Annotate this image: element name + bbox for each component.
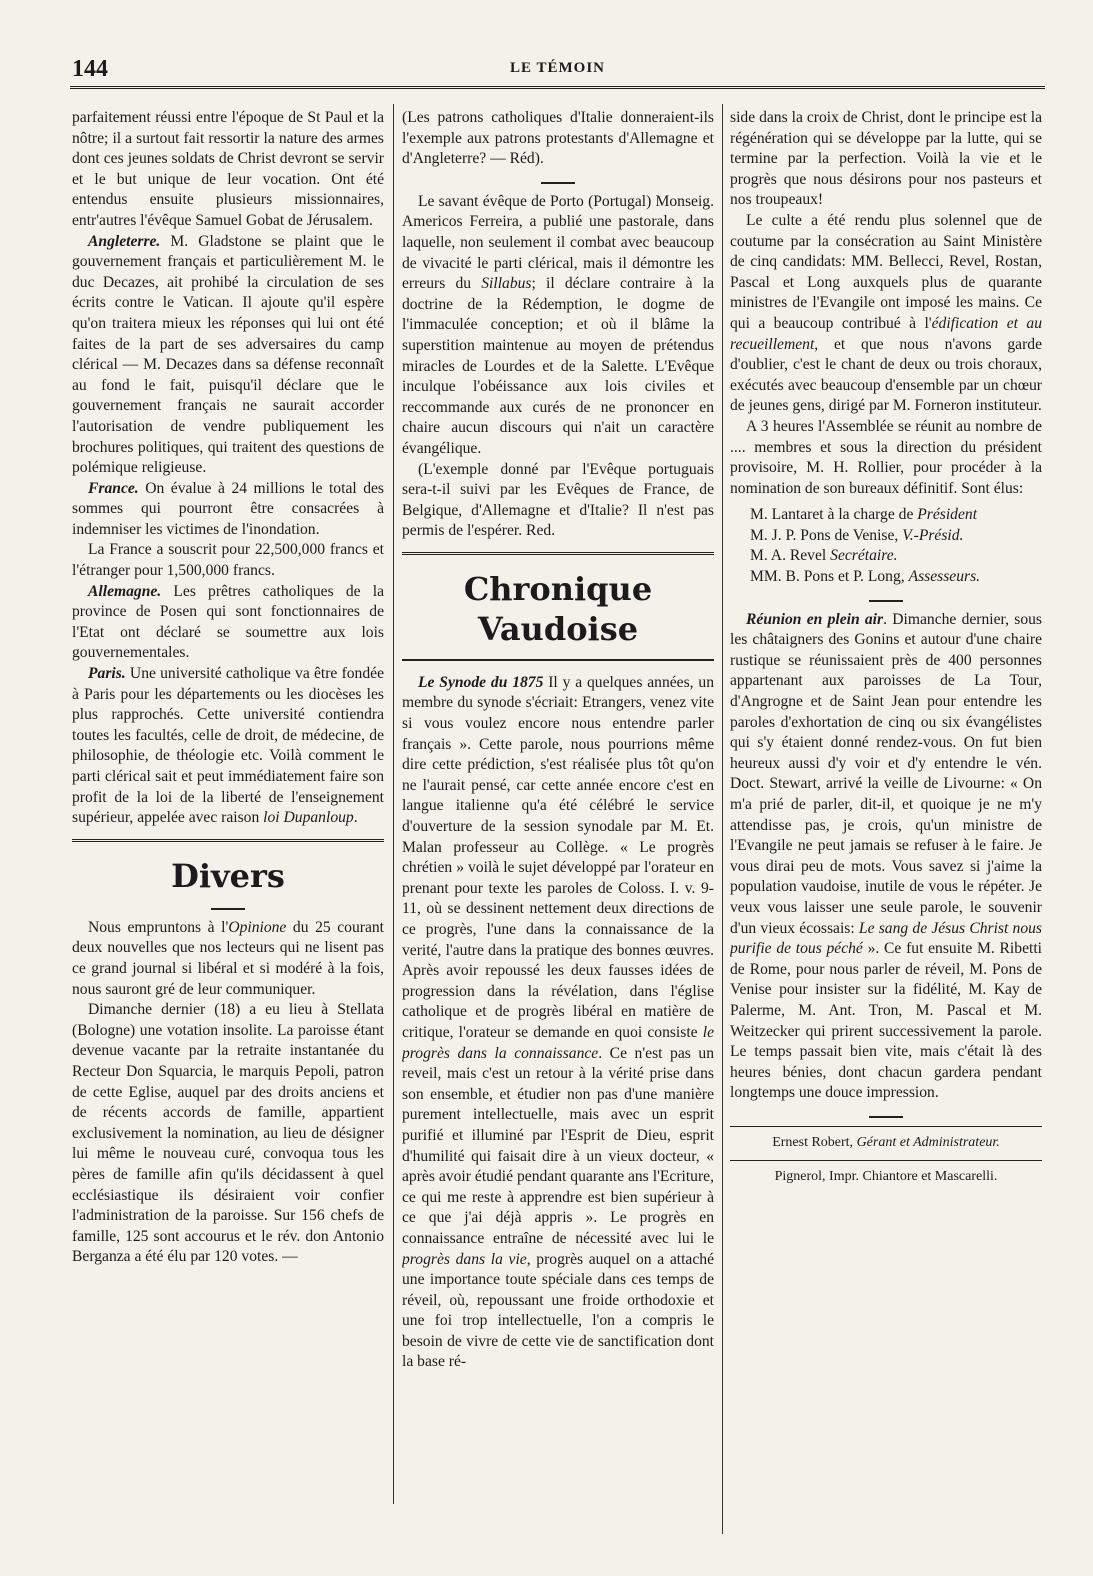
- separator: [402, 176, 714, 184]
- column-1: [72, 108, 384, 1518]
- publisher-role: Gérant et Administrateur.: [856, 1134, 1000, 1150]
- news-allemagne: [72, 582, 384, 664]
- officer-row: [730, 567, 1042, 588]
- paragraph-text: du 25 courant deux nouvelles que nos lecteurs qui ne lisent pas ce grand journal si libéral et si modéré à la fois, nous sauront gré de leur communiquer.: [72, 918, 384, 998]
- officer-role: V.-Présid.: [902, 526, 964, 544]
- paragraph-text: , progrès auquel on a attaché une importance toute spéciale dans ces temps de réveil, où, repoussant une froide orthodoxie et une foi trop intellectuelle, l'on a compris le besoin de vivre de cette vie de sanctification dont la base ré-: [402, 1250, 714, 1371]
- footer-rule: [730, 1160, 1042, 1161]
- paragraph-text: ; il déclare contraire à la doctrine de la Rédemption, le dogme de l'immaculée conception; et où il blâme la superstition maintenue au moyen de prétendus miracles de Lourdes et de la Salette. L'Evêque inculque l'obéissance aux lois civiles et reccommande aux curés de ne prononcer en chaire aucun discours qui n'ait un caractère évangélique.: [402, 275, 714, 457]
- paragraph-text: Les prêtres catholiques de la province de Posen qui sont fonctionnaires de l'Etat ont déclaré se soumettre aux lois gouvernementales.: [72, 582, 384, 662]
- paragraph: side dans la croix de Christ, dont le principe est la régénération qui se développe par la lutte, qui se termine par la perfection. Voilà la vie et le progrès que nous désirons pour nos pasteurs et nos troupeaux!: [730, 109, 1042, 209]
- news-angleterre: [72, 232, 384, 479]
- section-rule: [72, 839, 384, 842]
- publisher-credit: [730, 1133, 1042, 1154]
- paragraph-text: Le culte a été rendu plus solennel que de coutume par la consécration au Saint Ministère de cinq candidats: MM. Bellecci, Revel, Rostan, Pascal et Long auxquels plus de quarante ministres de l'Evangile ont imposé les mains. Ce qui a beaucoup contribué à l': [730, 211, 1042, 332]
- section-keyword: Le Synode du 1875: [418, 673, 544, 691]
- column-3: [730, 108, 1042, 1528]
- page-header: [70, 50, 1045, 89]
- section-rule: [402, 552, 714, 555]
- paragraph-text: .: [353, 809, 358, 827]
- paragraph: [72, 918, 384, 1000]
- officer-role: Assesseurs.: [908, 568, 981, 586]
- paragraph-text: ». Ce fut ensuite M. Ribetti de Rome, pour nous parler de réveil, M. Pons de Venise pour insister sur la fidélité, M. Kay de Palerme, M. Ant. Tron, M. Pascal et M. Weitzecker qui prirent successivement la parole. Le temps passait bien vite, mais c'était là des heures bénies, dont chacun gardera pendant longtemps une douce impression.: [730, 940, 1042, 1102]
- separator: [72, 902, 384, 910]
- paragraph: parfaitement réussi entre l'époque de St Paul et la nôtre; il a surtout fait ressortir la nature des armes dont ces jeunes soldats de Christ devront se servir et le but unique de leur vocation. Ont été entendus ensuite plusieurs missionnaires, entr'autres l'évêque Samuel Gobat de Jérusalem.: [72, 109, 384, 229]
- news-synode: [402, 673, 714, 1373]
- paragraph: [402, 192, 714, 460]
- italic-text: Sillabus: [481, 275, 532, 293]
- officer-name: M. A. Revel: [750, 547, 831, 565]
- separator: [730, 594, 1042, 602]
- page-number: 144: [72, 56, 108, 82]
- section-keyword: Allemagne.: [88, 582, 162, 600]
- footer-rule: [730, 1126, 1042, 1127]
- paragraph-text: Nous empruntons à l': [88, 918, 229, 936]
- officer-row: [730, 546, 1042, 567]
- italic-text: loi Dupanloup: [263, 809, 354, 827]
- paragraph-text: Il y a quelques années, un membre du synode s'écriait: Etrangers, venez vite si vous voulez encore nous entendre parler français ». Cette parole, nous pourrions même dire cette prédiction, s'est réalisée plus tôt qu'on ne l'aurait pensé, car cette année encore c'est en langue italienne qu'a été célébré le service d'ouverture de la session synodale par M. Et. Malan professeur au Collège. « Le progrès chrétien » voilà le sujet développé par l'orateur en prenant pour texte les paroles de Coloss. I. v. 9-11, où se dessinent nettement deux directions de ce progrès, l'une dans la connaissance de la verité, l'autre dans la pratique des bonnes œuvres. Après avoir repoussé les deux fausses idées de progression dans la révélation, dans l'église catholique et de progrès libéral en matière de critique, l'orateur se demande en quoi consiste: [402, 673, 714, 1041]
- officer-name: M. J. P. Pons de Venise,: [750, 526, 903, 544]
- separator: [730, 1110, 1042, 1118]
- paragraph-text: . Dimanche dernier, sous les châtaigners des Gonins et autour d'une chaire rustique se réunissaient près de 400 personnes appartenant aux paroisses de La Tour, d'Angrogne et de Saint Jean pour entendre les paroles d'exhortation de cinq ou six évangélistes qui s'y étaient donné rendez-vous. On fut bien heureux aussi d'y voir et d'y entendre le vén. Doct. Stewart, arrivé la veille de Livourne: « On m'a prié de parler, dit-il, et quoique je ne m'y attendisse pas, je crois, qu'un ministre de l'Evangile ne peut jamais se refuser à le faire. Je vous dirai peu de mots. Vous savez si j'aime la population vaudoise, inutile de vous le répéter. Je veux vous laisser une seule parole, le souvenir d'un vieux écossais:: [730, 610, 1042, 937]
- section-keyword: Réunion en plein air: [746, 610, 884, 628]
- section-rule: [402, 659, 714, 661]
- officer-role: Secrétaire.: [830, 547, 898, 565]
- paragraph: A 3 heures l'Assemblée se réunit au nombre de .... membres et sous la direction du président provisoire, M. H. Rollier, pour procéder à la nomination de son bureaux définitif. Sont élus:: [730, 417, 1042, 497]
- column-divider: [393, 104, 394, 1504]
- section-keyword: France.: [88, 479, 139, 497]
- officer-name: M. Lantaret à la charge de: [750, 506, 918, 524]
- column-divider: [722, 104, 723, 1534]
- news-reunion: [730, 610, 1042, 1104]
- italic-text: le progrès dans la connaissance: [402, 1023, 714, 1062]
- paragraph-text: Une université catholique va être fondée à Paris pour les départements ou les diocèses les plus rapprochés. Cette université contiendra toutes les facultés, celle de droit, de médecine, de philosophie, de théologie etc. Voilà comment le parti clérical sait et peut immédiatement faire son profit de la loi de la liberté de l'enseignement supérieur, appelée avec raison: [72, 665, 384, 827]
- printer-credit: Pignerol, Impr. Chiantore et Mascarelli.: [774, 1168, 998, 1184]
- publisher-name: Ernest Robert,: [772, 1134, 857, 1150]
- paragraph-text: . Ce n'est pas un reveil, mais c'est un retour à la vérité prise dans son ensemble, et étudier non pas d'une manière purement intellectuelle, mais avec un esprit purifié et illuminé par l'Esprit de Dieu, esprit d'humilité qui faisait dire à un vieux docteur, « après avoir étudié pendant quarante ans l'Ecriture, ce qui me reste à apprendre est bien supérieur à ce que j'ai déjà appris ». Le progrès en connaissance entraîne de nécessité avec lui le: [402, 1044, 714, 1247]
- paragraph: La France a souscrit pour 22,500,000 francs et l'étranger pour 1,500,000 francs.: [72, 541, 384, 580]
- journal-title: LE TÉMOIN: [510, 60, 605, 76]
- section-keyword: Paris.: [88, 665, 126, 683]
- paragraph: (Les patrons catholiques d'Italie donneraient-ils l'exemple aux patrons protestants d'Allemagne et d'Angleterre? — Réd).: [402, 109, 714, 168]
- paragraph-text: M. Gladstone se plaint que le gouvernement français et particulièrement M. le duc Decazes, ait prohibé la circulation de ses écrits contre le Vatican. Il ajoute qu'il espère qu'on traitera mieux les réponses qui lui ont été faites de la part de ses adversaires du camp clérical — M. Decazes dans sa défense reconnaît au fond le fait, puisqu'il déclare que le gouvernement français ne saurait accorder l'autorisation de vendre publiquement les brochures politiques, qui traitent des questions de polémique religieuse.: [72, 232, 384, 477]
- column-2: [402, 108, 714, 1528]
- officer-role: Président: [917, 506, 978, 524]
- paragraph-text: , et que nous n'avons garde d'oublier, c'est le chant de deux ou trois choraux, exécutés avec beaucoup d'ensemble par un chœur de jeunes gens, dirigé par M. Forneron instituteur.: [730, 335, 1042, 415]
- section-title-chronique: Chronique Vaudoise: [463, 569, 653, 648]
- paragraph: (L'exemple donné par l'Evêque portuguais sera-t-il suivi par les Evêques de France, de Belgique, d'Allemagne et d'Italie? Il n'est pas permis de l'espérer. Red.: [402, 460, 714, 540]
- officer-row: [730, 526, 1042, 547]
- officer-name: MM. B. Pons et P. Long,: [750, 568, 909, 586]
- paragraph: Dimanche dernier (18) a eu lieu à Stellata (Bologne) une votation insolite. La paroisse étant devenue vacante par la retraite instantanée du Recteur Don Squarcia, le marquis Pepoli, patron de cette Eglise, auquel par des droits anciens et de récents accords de famille, appartient exclusivement la nomination, au lieu de désigner lui même le nouveau curé, convoqua tous les pères de famille afin qu'ils décidassent à quel ecclésiastique ils désiraient voir confier l'administration de la paroisse. Sur 156 chefs de famille, 125 sont accourus et le rév. don Antonio Berganza a été élu par 120 votes. —: [72, 1001, 384, 1266]
- paragraph-text: Le savant évêque de Porto (Portugal) Monseig. Americos Ferreira, a publié une pastorale, dans laquelle, non seulement il combat avec beaucoup de vivacité le parti clérical, mais il démontre les erreurs du: [402, 192, 714, 293]
- officers-list: [730, 505, 1042, 587]
- officer-row: [730, 505, 1042, 526]
- italic-text: édification et au recueillement: [730, 314, 1042, 353]
- section-keyword: Angleterre.: [88, 232, 161, 250]
- news-france: [72, 479, 384, 541]
- paragraph: [730, 211, 1042, 417]
- paragraph-text: On évalue à 24 millions le total des sommes qui pourront être consacrées à indemniser les victimes de l'inondation.: [72, 479, 384, 538]
- italic-text: progrès dans la vie: [402, 1250, 527, 1268]
- news-paris: [72, 664, 384, 829]
- italic-text: Opinione: [228, 918, 287, 936]
- italic-text: Le sang de Jésus Christ nous purifie de tous péché: [730, 919, 1042, 958]
- section-title-divers: Divers: [171, 856, 285, 895]
